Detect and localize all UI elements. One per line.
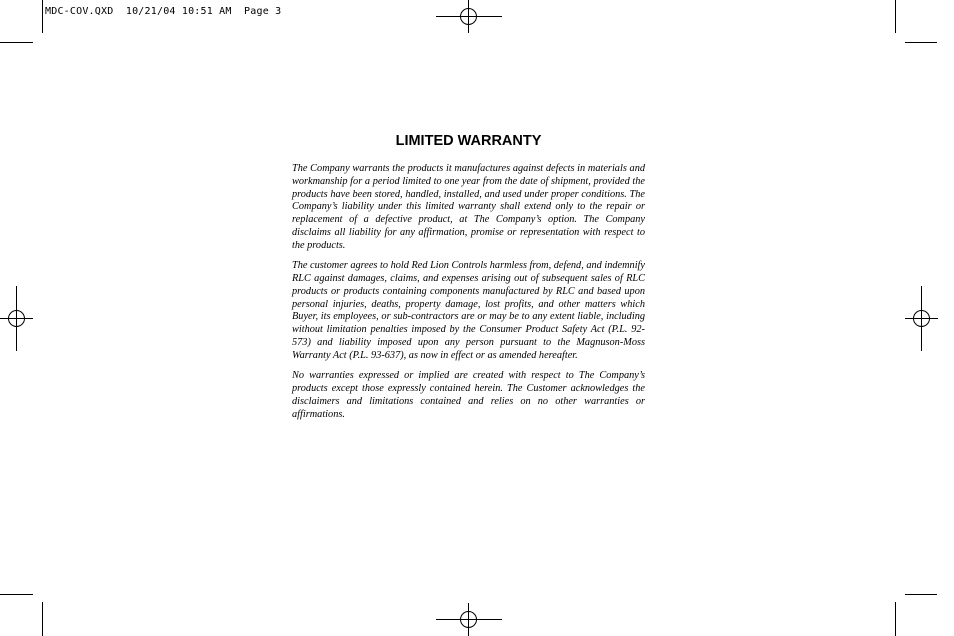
- page-title: LIMITED WARRANTY: [395, 133, 542, 149]
- warranty-body: [292, 163, 645, 429]
- print-slug: MDC-COV.QXD 10/21/04 10:51 AM Page 3: [45, 6, 282, 17]
- paragraph-disclaimer: No warranties expressed or implied are created with respect to The Company’s products except those expressly contained herein. The Customer acknowledges the disclaimers and limitations contained and relies on no other warranties or affirmations.: [292, 370, 645, 420]
- registration-mark-left: [0, 286, 33, 351]
- paragraph-warranty-terms: The Company warrants the products it manufactures against defects in materials and workmanship for a period limited to one year from the date of shipment, provided the products have been stored, handled, installed, and used under proper conditions. The Company’s liability under this limited warranty shall extend only to the repair or replacement of a defective product, at The Company’s option. The Company disclaims all liability for any affirmation, promise or representation with respect to the products.: [292, 163, 645, 251]
- registration-mark-bottom: [436, 603, 502, 636]
- registration-mark-top: [436, 0, 502, 33]
- registration-mark-right: [905, 286, 938, 351]
- paragraph-indemnification: The customer agrees to hold Red Lion Controls harmless from, defend, and indemnify RLC against damages, claims, and expenses arising out of subsequent sales of RLC products or products containing components manufactured by RLC and based upon personal injuries, deaths, property damage, lost profits, and other matters which Buyer, its employees, or sub-contractors are or may be to any extent liable, including without limitation penalties imposed by the Consumer Product Safety Act (P.L. 92-573) and liability imposed upon any person pursuant to the Magnuson-Moss Warranty Act (P.L. 93-637), as now in effect or as amended hereafter.: [292, 260, 645, 361]
